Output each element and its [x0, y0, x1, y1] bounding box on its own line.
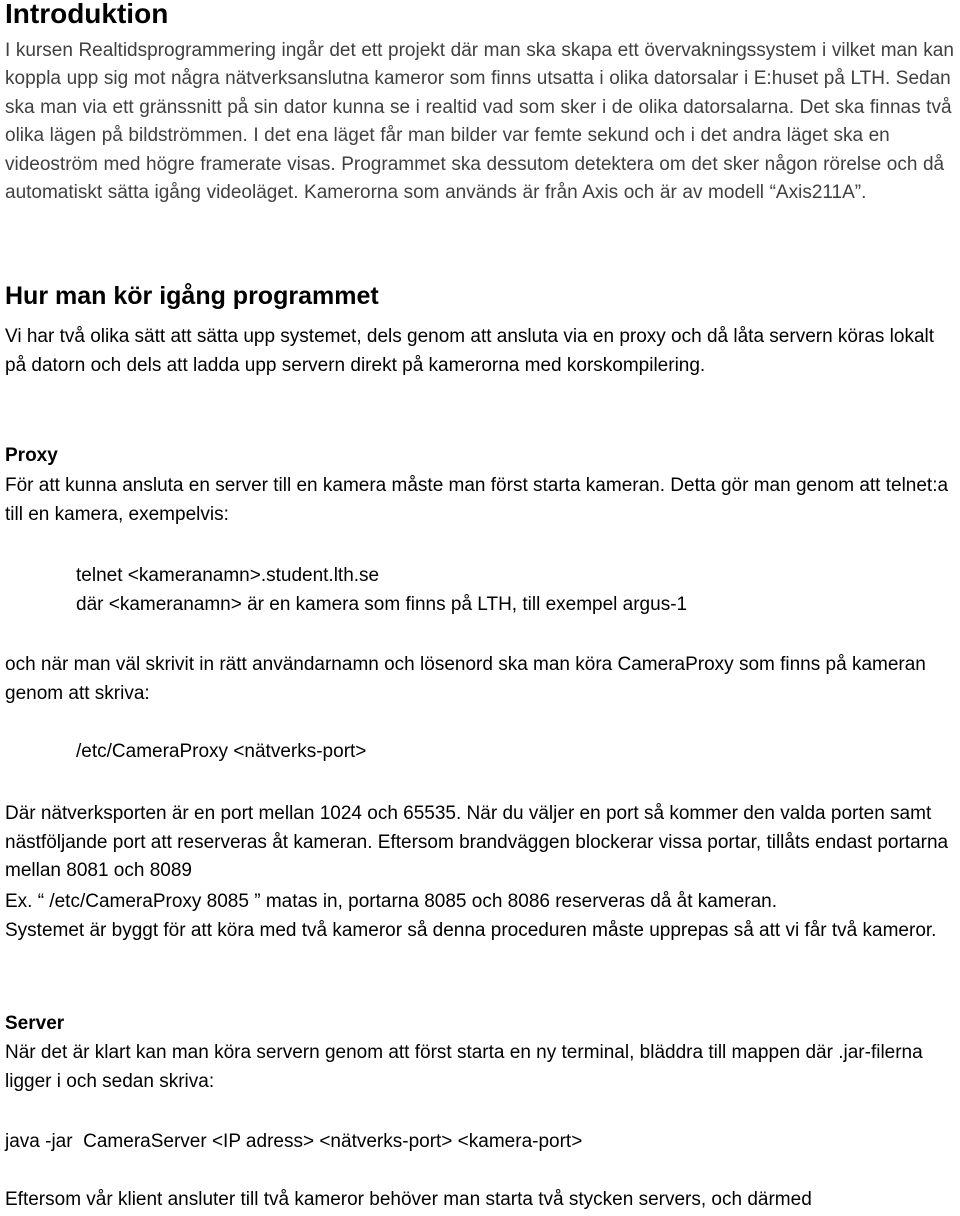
run-heading: Hur man kör igång programmet — [5, 282, 379, 310]
document — [5, 0, 957, 1210]
proxy-command: /etc/CameraProxy <nätverks-port> — [76, 741, 367, 762]
example-line: Ex. “ /etc/CameraProxy 8085 ” matas in, portarna 8085 och 8086 reserveras då åt kameran. — [5, 891, 777, 912]
port-paragraph: Där nätverksporten är en port mellan 1024 och 65535. När du väljer en port så kommer den valda porten samt nästföljande port att reserveras åt kameran. Eftersom brandväggen blockerar vissa portar, tillåts endast portarna mellan 8081 och 8089 — [5, 803, 949, 881]
proxy-command-block — [5, 738, 366, 767]
server-paragraph: När det är klart kan man köra servern genom att först starta en ny terminal, bläddra till mappen där .jar-filerna ligger i och sedan skriva: — [5, 1042, 923, 1092]
java-command: java -jar CameraServer <IP adress> <nätverks-port> <kamera-port> — [5, 1131, 583, 1152]
after-login-paragraph: och när man väl skrivit in rätt användarnamn och lösenord ska man köra CameraProxy som finns på kameran genom att skriva: — [5, 654, 926, 704]
repeat-paragraph: Systemet är byggt för att köra med två kameror så denna proceduren måste upprepas så att vi får två kameror. — [5, 920, 937, 941]
proxy-heading: Proxy — [5, 445, 58, 466]
telnet-command: telnet <kameranamn>.student.lth.se — [76, 565, 380, 586]
server-heading: Server — [5, 1013, 65, 1034]
telnet-note: där <kameranamn> är en kamera som finns på LTH, till exempel argus-1 — [76, 593, 688, 615]
telnet-block — [5, 562, 956, 619]
run-paragraph: Vi har två olika sätt att sätta upp systemet, dels genom att ansluta via en proxy och då låta servern köras lokalt på datorn och dels att ladda upp servern direkt på kamerorna med korskompilering. — [5, 326, 935, 376]
proxy-paragraph: För att kunna ansluta en server till en kamera måste man först starta kameran. Detta gör man genom att telnet:a till en kamera, exempelvis: — [5, 475, 949, 525]
intro-heading: Introduktion — [5, 0, 169, 29]
server-last-line: Eftersom vår klient ansluter till två kameror behöver man starta två stycken servers, och därmed — [5, 1189, 812, 1210]
intro-paragraph: I kursen Realtidsprogrammering ingår det ett projekt där man ska skapa ett övervakningssystem i vilket man kan koppla upp sig mot några nätverksanslutna kameror som finns utsatta i olika datorsalar i E:huset på LTH. Sedan ska man via ett gränssnitt på sin dator kunna se i realtid vad som sker i de olika datorsalarna. Det ska finnas två olika lägen på bildströmmen. I det ena läget får man bilder var femte sekund och i det andra läget ska en videoström med högre framerate visas. Programmet ska dessutom detektera om det sker någon rörelse och då automatiskt sätta igång videoläget. Kamerorna som används är från Axis och är av modell “Axis211A”. — [5, 40, 954, 204]
